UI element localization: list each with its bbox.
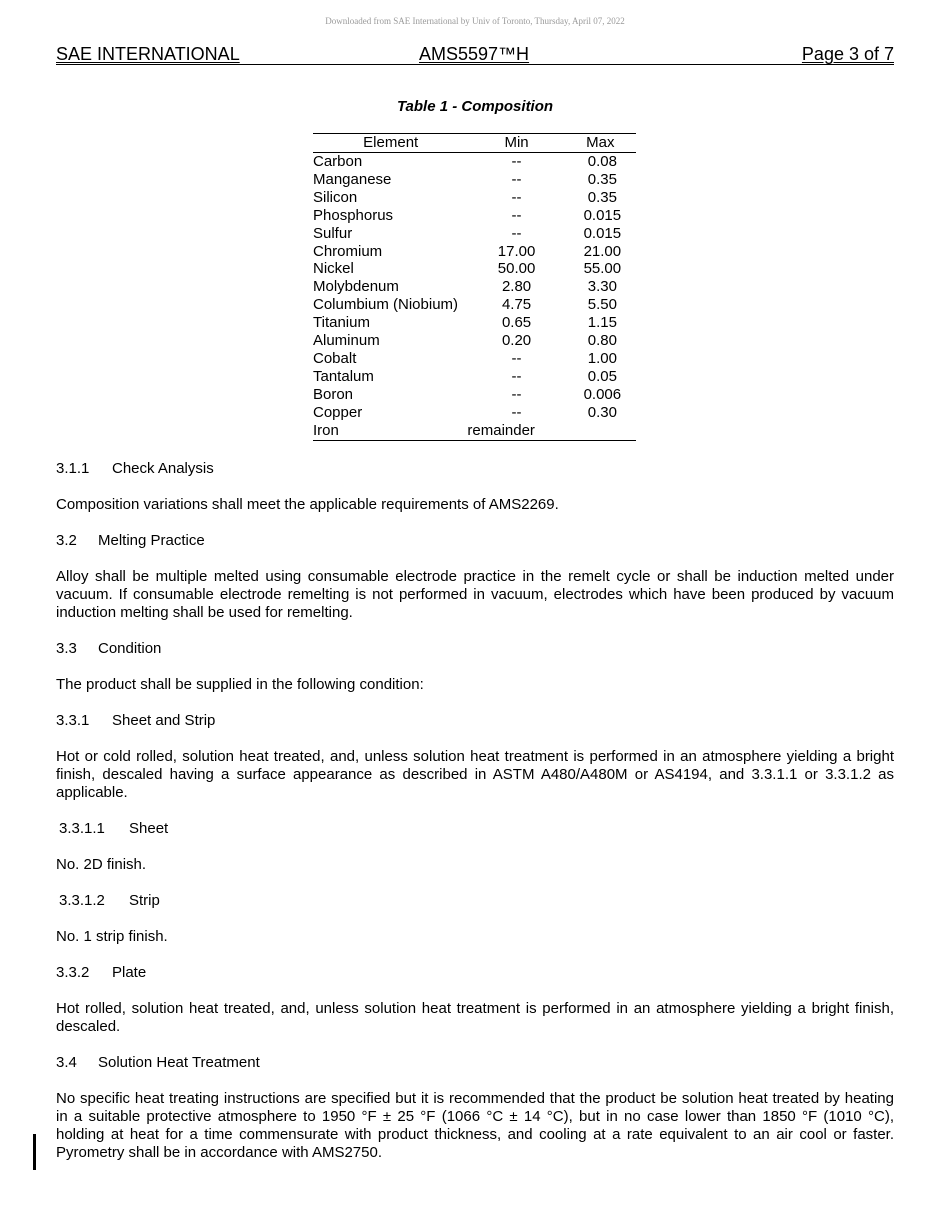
cell-element: Phosphorus (313, 206, 394, 224)
cell-element: Boron (313, 385, 354, 403)
cell-min: 0.20 (501, 332, 532, 350)
column-header-element: Element (313, 134, 468, 153)
table-row (313, 332, 636, 350)
section-paragraph-3-3-2: Hot rolled, solution heat treated, and, unless solution heat treatment is performed in an atmosphere yielding a bright finish, descaled. (56, 1000, 894, 1035)
section-heading-3-3-2 (56, 964, 894, 982)
table-row (313, 350, 636, 368)
cell-min: 4.75 (501, 296, 532, 314)
cell-max: 0.35 (587, 170, 617, 188)
cell-element: Tantalum (313, 367, 374, 385)
section-heading-3-2 (56, 532, 894, 550)
cell-element: Cobalt (313, 349, 357, 367)
section-number: 3.3.2 (56, 964, 90, 981)
cell-min: -- (511, 367, 522, 385)
cell-remainder: remainder (467, 422, 563, 440)
cell-element: Nickel (313, 260, 354, 278)
cell-element: Copper (313, 403, 363, 421)
cell-min: -- (511, 224, 522, 242)
cell-max: 0.80 (587, 332, 617, 350)
cell-element: Silicon (313, 188, 358, 206)
table-row (313, 207, 636, 225)
table-row (313, 243, 636, 261)
cell-max: 3.30 (587, 278, 617, 296)
column-header-max: Max (565, 134, 636, 153)
cell-min: -- (511, 206, 522, 224)
section-paragraph-3-3: The product shall be supplied in the following condition: (56, 676, 424, 693)
table-row (313, 260, 636, 278)
document-body (56, 460, 894, 1180)
cell-max: 0.006 (583, 385, 622, 403)
cell-min: -- (511, 349, 522, 367)
cell-min: -- (511, 170, 522, 188)
section-paragraph-3-3-1-2: No. 1 strip finish. (56, 928, 168, 945)
section-paragraph-3-1-1: Composition variations shall meet the applicable requirements of AMS2269. (56, 496, 559, 513)
section-heading-3-3-1-1 (56, 820, 894, 838)
cell-element: Titanium (313, 314, 370, 332)
section-title: Solution Heat Treatment (98, 1054, 260, 1071)
cell-element: Molybdenum (313, 278, 399, 296)
composition-table (313, 133, 636, 441)
cell-max: 0.08 (587, 153, 617, 170)
cell-element: Manganese (313, 170, 392, 188)
section-heading-3-3-1 (56, 712, 894, 730)
cell-min: -- (511, 153, 522, 170)
cell-max: 55.00 (583, 260, 622, 278)
table-row (313, 153, 636, 171)
section-heading-3-3-1-2 (56, 892, 894, 910)
cell-max: 0.015 (583, 224, 622, 242)
cell-min: -- (511, 403, 522, 421)
table-header-row (313, 134, 636, 153)
section-title: Plate (112, 964, 147, 981)
table-row (313, 225, 636, 243)
cell-empty (565, 422, 636, 440)
cell-element: Aluminum (313, 332, 380, 350)
cell-max: 1.00 (587, 349, 617, 367)
section-paragraph-3-3-1: Hot or cold rolled, solution heat treated, and, unless solution heat treatment is performed in an atmosphere yielding a bright finish, descaled having a surface appearance as described in ASTM A480/A480M or AS4194, and 3.3.1.1 or 3.3.1.2 as applicable. (56, 748, 894, 801)
table-row (313, 368, 636, 386)
table-row (313, 278, 636, 296)
cell-min: -- (511, 188, 522, 206)
cell-min: -- (511, 385, 522, 403)
publisher-name: SAE INTERNATIONAL (56, 44, 240, 64)
section-number: 3.3 (56, 640, 77, 657)
section-number: 3.3.1 (56, 712, 90, 729)
section-title: Check Analysis (112, 460, 214, 477)
section-title: Sheet (129, 820, 169, 837)
section-title: Sheet and Strip (112, 712, 216, 729)
table-row (313, 314, 636, 332)
section-number: 3.2 (56, 532, 77, 549)
cell-max: 0.015 (583, 206, 622, 224)
download-watermark: Downloaded from SAE International by Univ of Toronto, Thursday, April 07, 2022 (325, 16, 625, 26)
table-row (313, 422, 636, 440)
section-paragraph-3-2: Alloy shall be multiple melted using consumable electrode practice in the remelt cycle or shall be induction melted under vacuum. If consumable electrode remelting is not performed in vacuum, electrodes which have been produced by vacuum induction melting shall be used for remelting. (56, 568, 894, 621)
section-paragraph-3-3-1-1: No. 2D finish. (56, 856, 147, 873)
table-row (313, 404, 636, 422)
cell-max: 0.35 (587, 188, 617, 206)
cell-min: 2.80 (501, 278, 532, 296)
section-number: 3.3.1.2 (59, 892, 105, 909)
section-heading-3-3 (56, 640, 894, 658)
section-title: Melting Practice (98, 532, 205, 549)
table-title: Table 1 - Composition (396, 98, 554, 115)
cell-max: 21.00 (583, 242, 622, 260)
cell-min: 50.00 (497, 260, 536, 278)
cell-min: 17.00 (497, 242, 536, 260)
column-header-min: Min (468, 134, 564, 153)
cell-element: Columbium (Niobium) (313, 296, 459, 314)
cell-max: 0.30 (587, 403, 617, 421)
section-title: Strip (129, 892, 160, 909)
table-row (313, 386, 636, 404)
table-row (313, 171, 636, 189)
table-row (313, 189, 636, 207)
cell-min: 0.65 (501, 314, 532, 332)
cell-element: Carbon (313, 153, 363, 170)
section-number: 3.3.1.1 (59, 820, 105, 837)
document-number: AMS5597™H (419, 44, 530, 64)
cell-max: 5.50 (587, 296, 617, 314)
cell-max: 1.15 (587, 314, 617, 332)
section-number: 3.1.1 (56, 460, 90, 477)
cell-element: Sulfur (313, 224, 353, 242)
section-title: Condition (98, 640, 162, 657)
page-number: Page 3 of 7 (801, 44, 894, 64)
page-header (56, 44, 894, 65)
section-number: 3.4 (56, 1054, 77, 1071)
revision-change-bar (33, 1134, 36, 1170)
table-row (313, 296, 636, 314)
section-heading-3-4 (56, 1054, 894, 1072)
cell-max: 0.05 (587, 367, 617, 385)
section-paragraph-3-4: No specific heat treating instructions are specified but it is recommended that the product be solution heat treated by heating in a suitable protective atmosphere to 1950 °F ± 25 °F (1066 °C ± 14 °C), but in no case lower than 1850 °F (1010 °C), holding at heat for a time commensurate with product thickness, and cooling at a rate equivalent to an air cool or faster. Pyrometry shall be in accordance with AMS2750. (56, 1090, 894, 1161)
section-heading-3-1-1 (56, 460, 894, 478)
cell-element: Iron (313, 422, 468, 440)
cell-element: Chromium (313, 242, 383, 260)
